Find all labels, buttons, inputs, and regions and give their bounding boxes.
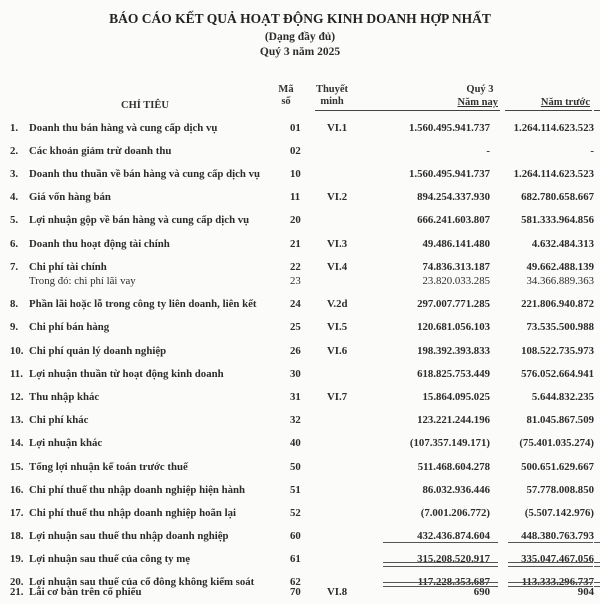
row-number: 15. (10, 461, 24, 473)
row-current-year: 432.436.874.604 (417, 530, 490, 542)
row-previous-year: 682.780.658.667 (521, 191, 594, 203)
table-row (0, 321, 600, 339)
row-label: Chi phí tài chính (29, 261, 107, 273)
row-previous-year: 1.264.114.623.523 (513, 122, 594, 134)
table-row (0, 345, 600, 363)
table-row (0, 275, 600, 293)
total-underline (594, 542, 600, 543)
row-previous-year: - (590, 145, 594, 157)
row-label: Chi phí khác (29, 414, 89, 426)
total-underline (383, 582, 498, 587)
row-label: Chi phí bán hàng (29, 321, 110, 333)
header-code-line1: Mã (278, 84, 294, 95)
row-code: 70 (290, 586, 301, 598)
row-code: 40 (290, 437, 301, 449)
total-underline (508, 582, 593, 587)
row-number: 11. (10, 368, 23, 380)
header-code-line2: số (281, 96, 291, 107)
row-note: VI.1 (327, 122, 348, 134)
row-code: 32 (290, 414, 301, 426)
total-underline (383, 562, 498, 567)
row-code: 02 (290, 145, 301, 157)
table-row (0, 507, 600, 525)
row-note: VI.8 (327, 586, 348, 598)
row-code: 60 (290, 530, 301, 542)
row-previous-year: 73.535.500.988 (526, 321, 594, 333)
row-number: 21. (10, 586, 24, 598)
row-previous-year: 576.052.664.941 (521, 368, 594, 380)
row-code: 31 (290, 391, 301, 403)
row-current-year: 1.560.495.941.737 (409, 168, 490, 180)
table-row (0, 461, 600, 479)
row-number: 7. (10, 261, 19, 273)
table-row (0, 298, 600, 316)
header-item: CHỈ TIÊU (121, 100, 169, 111)
row-label: Chi phí thuế thu nhập doanh nghiệp hoãn lại (29, 507, 237, 519)
row-code: 50 (290, 461, 301, 473)
table-row (0, 191, 600, 209)
row-previous-year: 335.047.467.056 (521, 553, 594, 565)
total-underline (594, 582, 600, 587)
table-row (0, 168, 600, 186)
row-code: 52 (290, 507, 301, 519)
row-code: 23 (290, 275, 301, 287)
row-previous-year: 49.662.488.139 (526, 261, 594, 273)
row-number: 9. (10, 321, 19, 333)
row-previous-year: 448.380.763.793 (521, 530, 594, 542)
row-code: 26 (290, 345, 301, 357)
row-code: 62 (290, 576, 301, 588)
table-row (0, 214, 600, 232)
row-current-year: 198.392.393.833 (417, 345, 490, 357)
row-code: 20 (290, 214, 301, 226)
row-previous-year: 34.366.889.363 (526, 275, 594, 287)
table-row (0, 586, 600, 604)
row-previous-year: 221.806.940.872 (521, 298, 594, 310)
table-row (0, 484, 600, 502)
row-number: 3. (10, 168, 19, 180)
total-underline (508, 542, 593, 543)
row-label: Phần lãi hoặc lỗ trong công ty liên doanh, liên kết (29, 298, 257, 310)
column-rule (505, 110, 592, 111)
row-code: 11 (290, 191, 301, 203)
row-previous-year: 57.778.008.850 (526, 484, 594, 496)
row-number: 12. (10, 391, 24, 403)
row-current-year: 117.228.353.687 (417, 576, 490, 588)
row-current-year: 297.007.771.285 (417, 298, 490, 310)
row-current-year: 49.486.141.480 (422, 238, 490, 250)
row-current-year: (7.001.206.772) (420, 507, 490, 519)
row-current-year: 1.560.495.941.737 (409, 122, 490, 134)
row-number: 18. (10, 530, 24, 542)
row-previous-year: 904 (577, 586, 594, 598)
row-current-year: 511.468.604.278 (417, 461, 490, 473)
row-label: Chi phí quản lý doanh nghiệp (29, 345, 167, 357)
row-current-year: 23.820.033.285 (422, 275, 490, 287)
table-row (0, 368, 600, 386)
row-current-year: 894.254.337.930 (417, 191, 490, 203)
row-number: 2. (10, 145, 19, 157)
header-quarter: Quý 3 (466, 84, 494, 95)
row-previous-year: (75.401.035.274) (519, 437, 594, 449)
header-note (312, 84, 352, 108)
row-previous-year: 5.644.832.235 (531, 391, 594, 403)
row-current-year: 123.221.244.196 (417, 414, 490, 426)
column-rule (594, 110, 600, 111)
row-note: VI.4 (327, 261, 348, 273)
row-label: Lợi nhuận sau thuế thu nhập doanh nghiệp (29, 530, 229, 542)
row-previous-year: 108.522.735.973 (521, 345, 594, 357)
row-number: 16. (10, 484, 24, 496)
row-code: 22 (290, 261, 301, 273)
row-note: VI.6 (327, 345, 348, 357)
row-code: 61 (290, 553, 301, 565)
row-code: 30 (290, 368, 301, 380)
row-label: Lợi nhuận sau thuế của công ty mẹ (29, 553, 191, 565)
report-subtitle: (Dạng đầy đủ) (264, 31, 336, 43)
row-previous-year: 81.045.867.509 (526, 414, 594, 426)
row-previous-year: (5.507.142.976) (524, 507, 594, 519)
row-note: VI.5 (327, 321, 348, 333)
row-label: Lợi nhuận gộp về bán hàng và cung cấp dịch vụ (29, 214, 250, 226)
row-current-year: 690 (473, 586, 490, 598)
row-code: 25 (290, 321, 301, 333)
row-label: Lợi nhuận sau thuế của cổ đông không kiểm soát (29, 576, 255, 588)
row-previous-year: 113.333.296.737 (521, 576, 594, 588)
row-code: 10 (290, 168, 301, 180)
row-previous-year: 581.333.964.856 (521, 214, 594, 226)
table-row (0, 437, 600, 455)
row-number: 14. (10, 437, 24, 449)
row-previous-year: 1.264.114.623.523 (513, 168, 594, 180)
row-label: Trong đó: chi phí lãi vay (29, 275, 136, 287)
row-number: 17. (10, 507, 24, 519)
row-label: Chi phí thuế thu nhập doanh nghiệp hiện hành (29, 484, 246, 496)
row-code: 24 (290, 298, 301, 310)
row-label: Các khoản giảm trừ doanh thu (29, 145, 172, 157)
row-code: 01 (290, 122, 301, 134)
report-title: BÁO CÁO KẾT QUẢ HOẠT ĐỘNG KINH DOANH HỢP NHẤT (109, 11, 491, 26)
row-label: Tổng lợi nhuận kế toán trước thuế (29, 461, 188, 473)
row-label: Lợi nhuận khác (29, 437, 103, 449)
row-number: 10. (10, 345, 24, 357)
row-number: 20. (10, 576, 24, 588)
row-current-year: (107.357.149.171) (409, 437, 490, 449)
row-current-year: 618.825.753.449 (417, 368, 490, 380)
header-note-line1: Thuyết (315, 84, 349, 95)
header-previous-year: Năm trước (540, 97, 590, 108)
row-current-year: - (486, 145, 490, 157)
row-number: 4. (10, 191, 19, 203)
row-label: Giá vốn hàng bán (29, 191, 111, 203)
table-row (0, 145, 600, 163)
report-period: Quý 3 năm 2025 (259, 46, 341, 58)
header-note-line2: minh (320, 96, 344, 107)
row-note: VI.3 (327, 238, 348, 250)
table-row (0, 414, 600, 432)
table-row (0, 122, 600, 140)
row-current-year: 15.864.095.025 (422, 391, 490, 403)
header-current-year: Năm nay (457, 97, 498, 108)
row-note: VI.2 (327, 191, 348, 203)
row-code: 21 (290, 238, 301, 250)
row-label: Doanh thu thuần về bán hàng và cung cấp dịch vụ (29, 168, 261, 180)
row-number: 6. (10, 238, 19, 250)
row-current-year: 120.681.056.103 (417, 321, 490, 333)
row-current-year: 315.208.520.917 (417, 553, 490, 565)
table-row (0, 238, 600, 256)
row-label: Doanh thu hoạt động tài chính (29, 238, 170, 250)
row-note: V.2d (327, 298, 348, 310)
row-number: 19. (10, 553, 24, 565)
total-underline (508, 562, 593, 567)
row-current-year: 74.836.313.187 (422, 261, 490, 273)
row-number: 13. (10, 414, 24, 426)
row-previous-year: 500.651.629.667 (521, 461, 594, 473)
column-rule (315, 110, 500, 111)
row-note: VI.7 (327, 391, 348, 403)
row-label: Doanh thu bán hàng và cung cấp dịch vụ (29, 122, 218, 134)
row-number: 8. (10, 298, 19, 310)
row-label: Lãi cơ bản trên cổ phiếu (29, 586, 142, 598)
row-number: 1. (10, 122, 19, 134)
table-row (0, 530, 600, 548)
row-label: Thu nhập khác (29, 391, 100, 403)
row-number: 5. (10, 214, 19, 226)
row-current-year: 666.241.603.807 (417, 214, 490, 226)
total-underline (594, 562, 600, 567)
table-row (0, 391, 600, 409)
total-underline (383, 542, 498, 543)
header-code (276, 84, 296, 108)
row-current-year: 86.032.936.446 (422, 484, 490, 496)
row-previous-year: 4.632.484.313 (531, 238, 594, 250)
row-label: Lợi nhuận thuần từ hoạt động kinh doanh (29, 368, 224, 380)
row-code: 51 (290, 484, 301, 496)
